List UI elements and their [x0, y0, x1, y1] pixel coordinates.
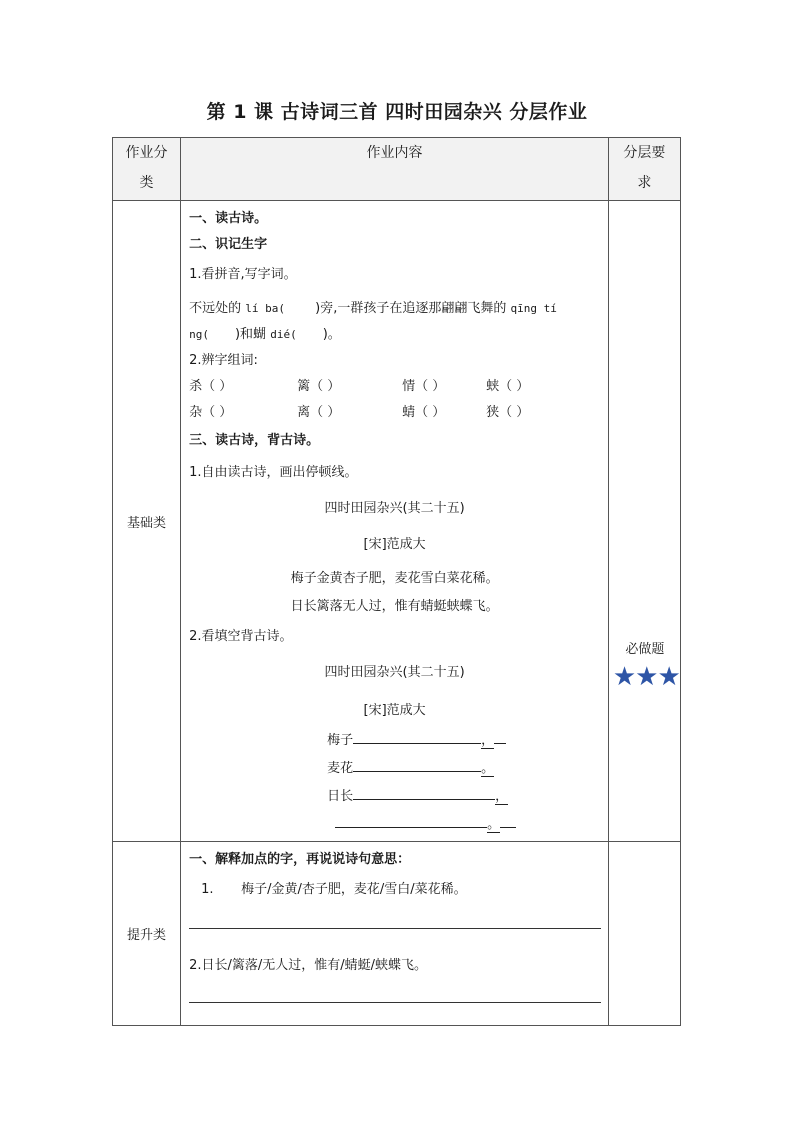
table-header-row [113, 138, 681, 201]
item-number: 1. [201, 882, 214, 897]
basic-category-cell [113, 201, 181, 842]
star-rating-icon: ★★★ [612, 662, 680, 692]
header-requirement [608, 138, 680, 201]
advanced-item-2: 2.日长/篱落/无人过，惟有/蜻蜓/蛱蝶飞。 [189, 958, 428, 973]
header-content [181, 138, 609, 201]
header-category-line2: 类 [139, 175, 154, 191]
advanced-category-label: 提升类 [127, 928, 167, 943]
answer-line-2[interactable] [189, 1002, 601, 1003]
pinyin-text: )和蝴 [234, 327, 267, 342]
task-distinguish-title: 2.辨字组词: [189, 353, 258, 368]
advanced-content-cell [181, 842, 609, 1026]
item-text: 梅子/金黄/杏子肥，麦花/雪白/菜花稀。 [241, 882, 467, 897]
poem-line-2: 日长篱落无人过，惟有蜻蜓蛱蝶飞。 [290, 599, 499, 614]
fill-end: ， [495, 789, 509, 804]
fill-line-4 [335, 813, 516, 832]
pinyin-syllables: ng( [189, 328, 209, 341]
pinyin-syllables: dié( [270, 328, 297, 341]
fill-blank[interactable] [353, 757, 481, 772]
fill-end: ， [481, 733, 495, 748]
fill-blank[interactable] [335, 813, 487, 828]
basic-content-cell [181, 201, 609, 842]
poem-line-1: 梅子金黄杏子肥，麦花雪白菜花稀。 [290, 571, 499, 586]
poem-title: 四时田园杂兴(其二十五) [324, 501, 465, 516]
basic-requirement [609, 201, 680, 841]
requirement-label: 必做题 [625, 642, 665, 657]
fill-lead: 梅子 [327, 733, 354, 748]
advanced-content [181, 842, 608, 1025]
distinguish-row-1 [189, 375, 529, 394]
distinguish-item[interactable]: 篱（ ） [297, 379, 341, 394]
pinyin-syllables: lí ba( [245, 302, 286, 315]
fill-end: 。 [481, 761, 495, 776]
task-pause-marks: 1.自由读古诗，画出停顿线。 [189, 465, 358, 480]
task-pinyin-title: 1.看拼音,写字词。 [189, 267, 297, 282]
advanced-requirement-cell [608, 842, 680, 1026]
advanced-item-1 [201, 878, 467, 897]
basic-requirement-cell [608, 201, 680, 842]
distinguish-item[interactable]: 蛱（ ） [486, 379, 530, 394]
poem-author: [宋]范成大 [363, 537, 426, 552]
fill-blank[interactable] [353, 729, 481, 744]
fill-blank-tail [500, 813, 516, 828]
fill-line-2 [327, 757, 494, 776]
header-requirement-line2: 求 [637, 175, 652, 191]
section-read-poem: 一、读古诗。 [189, 211, 268, 226]
fill-line-1 [327, 729, 506, 748]
distinguish-item[interactable]: 离（ ） [297, 405, 341, 420]
pinyin-syllables: qīng tí [510, 302, 557, 315]
poem-author-2: [宋]范成大 [363, 703, 426, 718]
header-requirement-line1: 分层要 [623, 145, 666, 161]
homework-table [112, 137, 681, 1026]
header-category-line1: 作业分 [125, 145, 168, 161]
fill-blank-tail [494, 729, 506, 744]
advanced-category-cell [113, 842, 181, 1026]
header-category [113, 138, 181, 201]
task-fill-blank: 2.看填空背古诗。 [189, 629, 293, 644]
pinyin-text: 不远处的 [189, 301, 242, 316]
answer-line-1[interactable] [189, 928, 601, 929]
basic-category-label: 基础类 [127, 515, 167, 531]
basic-row [113, 201, 681, 842]
fill-line-3 [327, 785, 508, 804]
distinguish-item[interactable]: 杀（ ） [189, 379, 233, 394]
pinyin-line-1 [189, 297, 557, 316]
distinguish-item[interactable]: 杂（ ） [189, 405, 233, 420]
header-content-label: 作业内容 [366, 145, 423, 161]
advanced-row [113, 842, 681, 1026]
poem-title-2: 四时田园杂兴(其二十五) [324, 665, 465, 680]
pinyin-text: )。 [322, 327, 341, 342]
advanced-question: 一、解释加点的字，再说说诗句意思： [189, 852, 411, 867]
fill-blank[interactable] [353, 785, 495, 800]
fill-end: 。 [487, 817, 501, 832]
section-recite-poem: 三、读古诗，背古诗。 [189, 433, 320, 448]
pinyin-text: )旁,一群孩子在追逐那翩翩飞舞的 [315, 301, 507, 316]
basic-content [181, 201, 608, 841]
distinguish-item[interactable]: 狭（ ） [486, 405, 530, 420]
distinguish-item[interactable]: 情（ ） [402, 379, 446, 394]
page-title: 第 1 课 古诗词三首 四时田园杂兴 分层作业 [206, 101, 588, 123]
fill-lead: 日长 [327, 789, 354, 804]
pinyin-line-2 [189, 323, 341, 342]
distinguish-item[interactable]: 蜻（ ） [402, 405, 446, 420]
section-characters: 二、识记生字 [189, 237, 268, 252]
fill-lead: 麦花 [327, 761, 354, 776]
distinguish-row-2 [189, 401, 529, 420]
